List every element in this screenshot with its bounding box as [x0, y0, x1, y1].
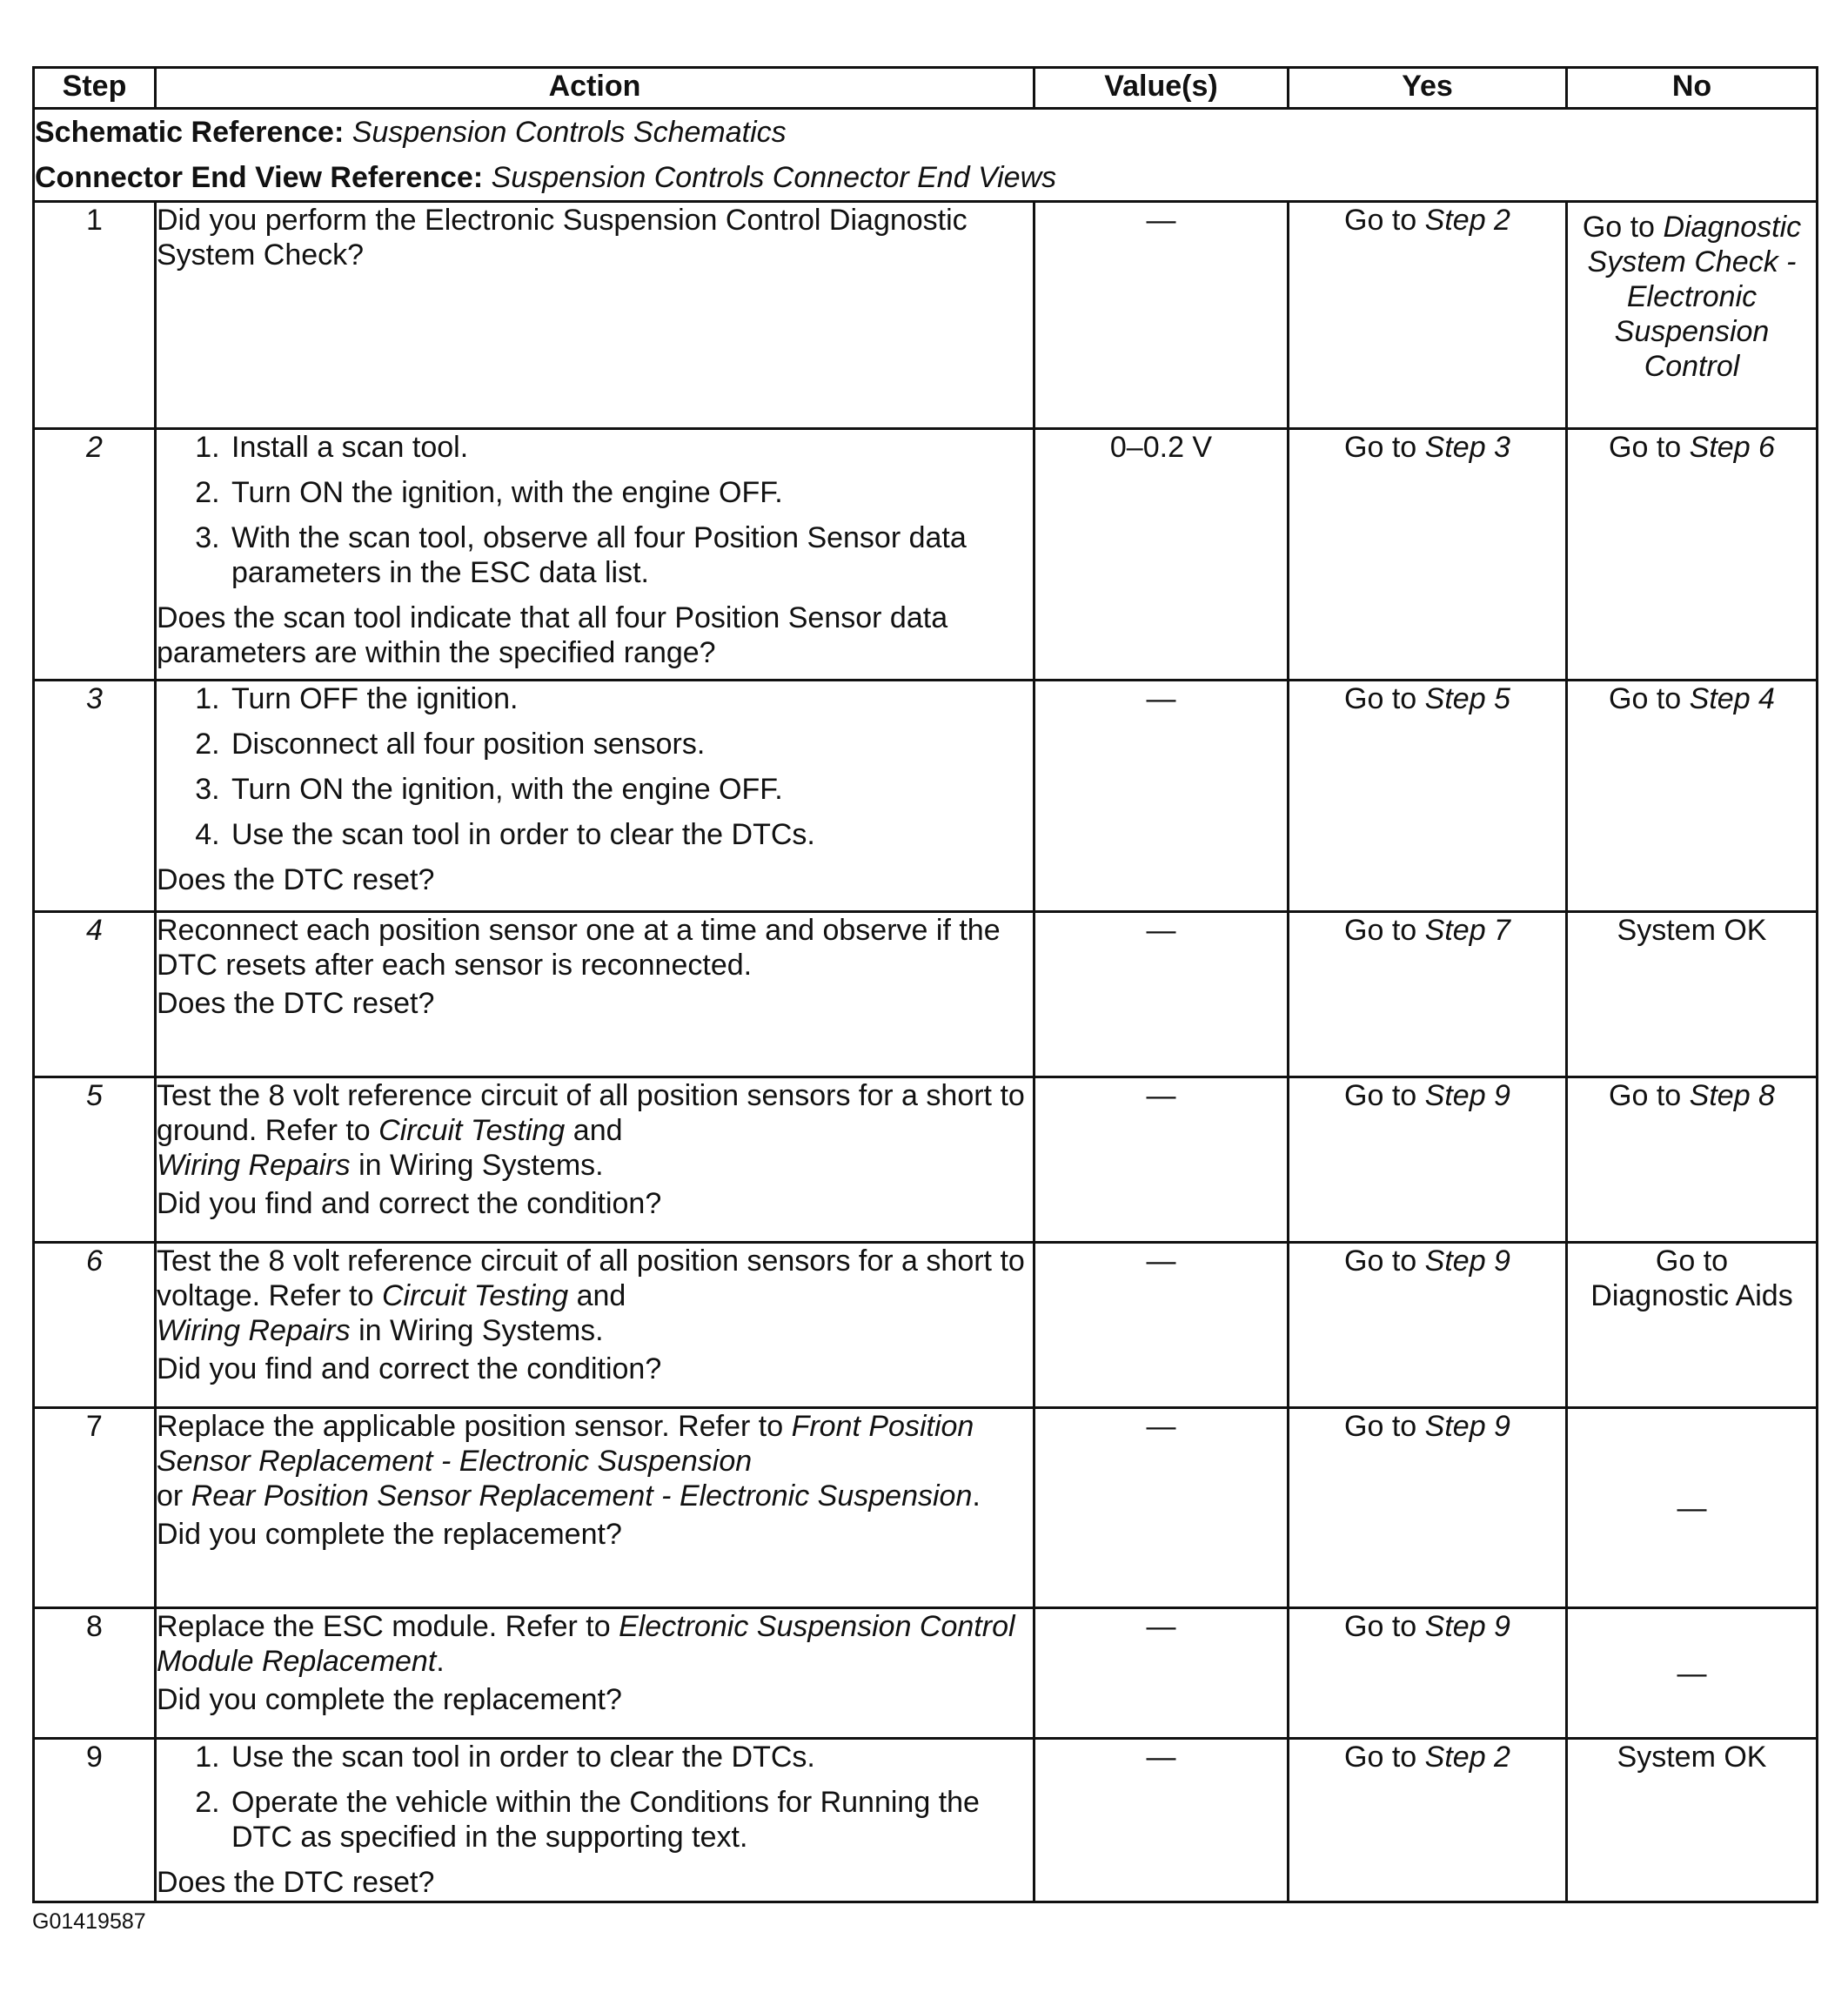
action-list	[157, 681, 1033, 852]
yes-cell	[1289, 1739, 1567, 1902]
no-diagnostic-link[interactable]: Diagnostic System Check - Electronic Suspension Control	[1587, 211, 1802, 383]
schematic-reference-label: Schematic Reference:	[35, 116, 345, 149]
go-to-text: Go to	[1655, 1244, 1729, 1278]
yes-step-link[interactable]: Step 9	[1424, 1610, 1510, 1643]
yes-step-link[interactable]: Step 9	[1424, 1244, 1510, 1278]
action-question: Did you find and correct the condition?	[157, 1187, 662, 1220]
go-to-text: Go to	[1344, 204, 1417, 237]
no-cell	[1567, 429, 1818, 681]
action-text: Reconnect each position sensor one at a time and observe if the DTC resets after each sensor is reconnected.	[157, 914, 1001, 982]
header-step: Step	[34, 68, 156, 109]
action-question: Did you find and correct the condition?	[157, 1352, 662, 1385]
step-row-6	[34, 1243, 1818, 1408]
action-text-a: Replace the ESC module. Refer to	[157, 1610, 611, 1643]
yes-cell	[1289, 1077, 1567, 1243]
wiring-repairs-link[interactable]: Wiring Repairs	[157, 1314, 351, 1347]
circuit-testing-link[interactable]: Circuit Testing	[378, 1114, 566, 1147]
action-cell	[156, 912, 1034, 1077]
go-to-text: Go to	[1344, 431, 1417, 464]
go-to-text: Go to	[1609, 682, 1682, 715]
value-cell: —	[1034, 1739, 1289, 1902]
step-number: 9	[34, 1739, 156, 1902]
period-text: .	[972, 1479, 981, 1513]
action-cell	[156, 1608, 1034, 1739]
connector-reference-label: Connector End View Reference:	[35, 161, 484, 194]
period-text: .	[436, 1645, 445, 1678]
circuit-testing-link[interactable]: Circuit Testing	[381, 1279, 569, 1312]
header-no: No	[1567, 68, 1818, 109]
action-text-b: in Wiring Systems.	[358, 1149, 604, 1182]
wiring-repairs-link[interactable]: Wiring Repairs	[157, 1149, 351, 1182]
yes-cell	[1289, 429, 1567, 681]
and-text: and	[576, 1279, 626, 1312]
diagnostic-table-wrapper	[32, 66, 1818, 1903]
value-cell: —	[1034, 1608, 1289, 1739]
action-text-a: Test the 8 volt reference circuit of all position sensors for a short to voltage. Refer to	[157, 1244, 1025, 1312]
action-text	[157, 1078, 1033, 1183]
step-number: 1	[34, 202, 156, 429]
yes-cell	[1289, 912, 1567, 1077]
go-to-text: Go to	[1344, 1410, 1417, 1443]
no-cell	[1567, 202, 1818, 429]
yes-step-link[interactable]: Step 3	[1424, 431, 1510, 464]
diagnostic-aids-text[interactable]: Diagnostic Aids	[1590, 1279, 1793, 1312]
no-cell	[1567, 1243, 1818, 1408]
action-list	[157, 430, 1033, 590]
yes-step-link[interactable]: Step 9	[1424, 1079, 1510, 1112]
action-cell	[156, 1077, 1034, 1243]
action-item: 3. With the scan tool, observe all four Position Sensor data parameters in the ESC data list.	[228, 520, 1033, 590]
action-item: 3. Turn ON the ignition, with the engine OFF.	[228, 772, 1033, 807]
header-action: Action	[156, 68, 1034, 109]
no-step-link[interactable]: Step 8	[1689, 1079, 1775, 1112]
no-step-link[interactable]: Step 6	[1689, 431, 1775, 464]
go-to-text: Go to	[1344, 914, 1417, 947]
yes-step-link[interactable]: Step 7	[1424, 914, 1510, 947]
action-cell	[156, 429, 1034, 681]
action-question: Does the DTC reset?	[157, 863, 435, 896]
yes-step-link[interactable]: Step 2	[1424, 1741, 1510, 1774]
action-question: Did you complete the replacement?	[157, 1683, 622, 1716]
yes-step-link[interactable]: Step 9	[1424, 1410, 1510, 1443]
action-cell	[156, 1243, 1034, 1408]
front-sensor-replacement-link[interactable]: Front Position Sensor Replacement - Electronic Suspension	[157, 1410, 974, 1478]
step-number: 7	[34, 1408, 156, 1608]
go-to-text: Go to	[1344, 1741, 1417, 1774]
step-row-2	[34, 429, 1818, 681]
action-text	[157, 1409, 1033, 1513]
figure-id: G01419587	[32, 1909, 146, 1934]
action-list	[157, 1740, 1033, 1855]
value-cell: —	[1034, 202, 1289, 429]
action-item: 2. Turn ON the ignition, with the engine OFF.	[228, 475, 1033, 510]
go-to-text: Go to	[1344, 1244, 1417, 1278]
header-values: Value(s)	[1034, 68, 1289, 109]
action-item: 2. Operate the vehicle within the Conditions for Running the DTC as specified in the supporting text.	[228, 1785, 1033, 1855]
value-cell: 0–0.2 V	[1034, 429, 1289, 681]
action-question: Does the DTC reset?	[157, 987, 435, 1020]
action-text-a: Test the 8 volt reference circuit of all position sensors for a short to ground. Refer to	[157, 1079, 1025, 1147]
reference-row	[34, 109, 1818, 202]
action-text-b: in Wiring Systems.	[358, 1314, 604, 1347]
step-row-5	[34, 1077, 1818, 1243]
action-item: 4. Use the scan tool in order to clear the DTCs.	[228, 817, 1033, 852]
header-row	[34, 68, 1818, 109]
value-cell: —	[1034, 1408, 1289, 1608]
action-item: 1. Install a scan tool.	[228, 430, 1033, 465]
no-cell: —	[1567, 1408, 1818, 1608]
go-to-text: Go to	[1344, 682, 1417, 715]
header-yes: Yes	[1289, 68, 1567, 109]
action-item: 1. Turn OFF the ignition.	[228, 681, 1033, 716]
action-text: Did you perform the Electronic Suspension Control Diagnostic System Check?	[157, 204, 968, 272]
go-to-text: Go to	[1582, 211, 1655, 244]
go-to-text: Go to	[1609, 431, 1682, 464]
step-row-1	[34, 202, 1818, 429]
action-question: Did you complete the replacement?	[157, 1518, 622, 1551]
step-row-8	[34, 1608, 1818, 1739]
action-cell	[156, 1739, 1034, 1902]
yes-cell	[1289, 681, 1567, 912]
no-cell	[1567, 1739, 1818, 1902]
step-number: 8	[34, 1608, 156, 1739]
or-text: or	[157, 1479, 184, 1513]
yes-cell	[1289, 1408, 1567, 1608]
step-number: 5	[34, 1077, 156, 1243]
reference-cell	[34, 109, 1818, 202]
and-text: and	[572, 1114, 623, 1147]
value-cell: —	[1034, 681, 1289, 912]
step-number: 4	[34, 912, 156, 1077]
value-cell: —	[1034, 1243, 1289, 1408]
no-cell	[1567, 1077, 1818, 1243]
action-item: 1. Use the scan tool in order to clear the DTCs.	[228, 1740, 1033, 1774]
action-text-a: Replace the applicable position sensor. Refer to	[157, 1410, 784, 1443]
no-step-link[interactable]: Step 4	[1689, 682, 1775, 715]
yes-step-link[interactable]: Step 5	[1424, 682, 1510, 715]
step-row-9	[34, 1739, 1818, 1902]
action-item: 2. Disconnect all four position sensors.	[228, 727, 1033, 761]
go-to-text: Go to	[1609, 1079, 1682, 1112]
rear-sensor-replacement-link[interactable]: Rear Position Sensor Replacement - Electronic Suspension	[191, 1479, 973, 1513]
esc-module-replacement-link[interactable]: Electronic Suspension Control Module Replacement	[157, 1610, 1015, 1678]
action-cell	[156, 681, 1034, 912]
action-text	[157, 1244, 1033, 1348]
step-row-4	[34, 912, 1818, 1077]
yes-cell	[1289, 1608, 1567, 1739]
step-number: 2	[34, 429, 156, 681]
yes-cell	[1289, 1243, 1567, 1408]
yes-cell	[1289, 202, 1567, 429]
action-question: Does the DTC reset?	[157, 1866, 435, 1899]
action-cell	[156, 202, 1034, 429]
step-number: 3	[34, 681, 156, 912]
connector-reference-link[interactable]: Suspension Controls Connector End Views	[491, 161, 1057, 194]
yes-step-link[interactable]: Step 2	[1424, 204, 1510, 237]
action-cell	[156, 1408, 1034, 1608]
value-cell: —	[1034, 912, 1289, 1077]
step-row-7	[34, 1408, 1818, 1608]
step-row-3	[34, 681, 1818, 912]
connector-reference	[35, 155, 1816, 200]
no-cell	[1567, 912, 1818, 1077]
step-number: 6	[34, 1243, 156, 1408]
system-ok-text: System OK	[1617, 914, 1767, 947]
value-cell: —	[1034, 1077, 1289, 1243]
no-cell	[1567, 681, 1818, 912]
no-cell: —	[1567, 1608, 1818, 1739]
action-question: Does the scan tool indicate that all four Position Sensor data parameters are within the specified range?	[157, 601, 948, 669]
go-to-text: Go to	[1344, 1610, 1417, 1643]
diagnostic-table	[32, 66, 1818, 1903]
action-text	[157, 1609, 1033, 1679]
go-to-text: Go to	[1344, 1079, 1417, 1112]
schematic-reference-link[interactable]: Suspension Controls Schematics	[352, 116, 787, 149]
system-ok-text: System OK	[1617, 1741, 1767, 1774]
schematic-reference	[35, 110, 1816, 155]
